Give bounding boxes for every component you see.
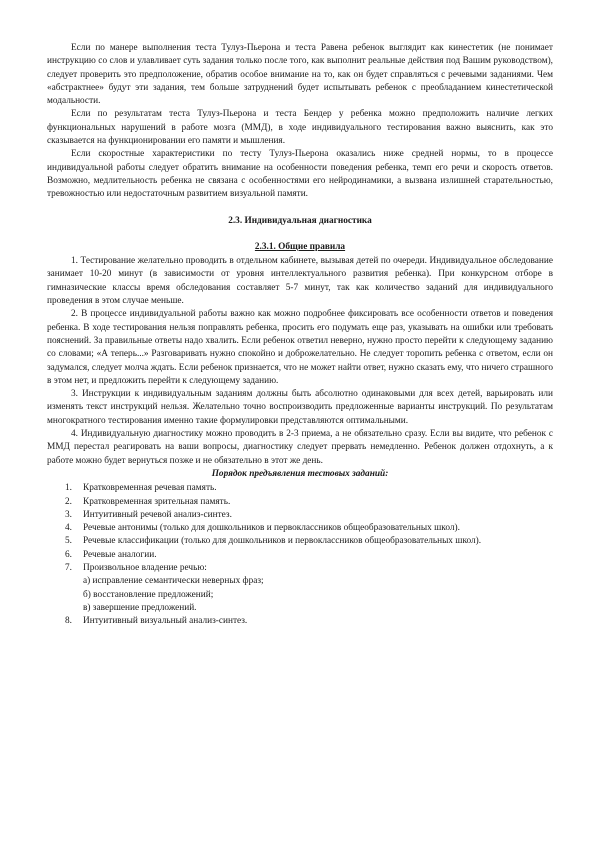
subitem-c: в) завершение предложений.	[83, 602, 197, 613]
rule-paragraph-2: 2. В процессе индивидуальной работы важно как можно подробнее фиксировать все особенности ответов и поведения ребенка. В ходе тестирования нельзя поправлять ребенка, просить его подумать еще раз, указывать на ошибки или требовать пояснений. За правильные ответы надо хвалить. Если ребенок ответил неверно, нужно просто перейти к следующему заданию со словами; «А теперь...» Разговаривать нужно спокойно и доброжелательно. Не следует торопить ребенка с ответом, если он задумался, следует молча ждать. Если ребенок признается, что не может найти ответ, нужно сказать ему, что ничего страшного в этом нет, и предложить перейти к следующему заданию.	[47, 309, 553, 386]
list-number: 4.	[65, 523, 72, 534]
rule-paragraph-1: 1. Тестирование желательно проводить в отдельном кабинете, вызывая детей по очереди. Индивидуальное обследование занимает 10-20 минут (в зависимости от уровня интеллектуального развития ребенка). При конкурсном отборе в гимназические классы время обследования составляет 5-7 минут, так как количество заданий для индивидуального проведения в этом случае меньше.	[47, 256, 553, 307]
subitem-a: а) исправление семантически неверных фраз;	[83, 576, 264, 587]
list-item	[47, 509, 553, 522]
list-number: 1.	[65, 483, 72, 494]
subitem-b: б) восстановление предложений;	[83, 589, 214, 600]
list-text: Кратковременная зрительная память.	[83, 496, 231, 507]
subsection-heading: 2.3.1. Общие правила	[254, 241, 346, 252]
list-text: Речевые антонимы (только для дошкольников и первоклассников общеобразовательных школ).	[83, 523, 460, 534]
paragraph-mmd: Если по результатам теста Тулуз-Пьерона и теста Бендер у ребенка можно предположить наличие легких функциональных нарушений в работе мозга (ММД), в ходе индивидуального тестирования важно выяснить, как это сказывается на функционировании его памяти и мышления.	[47, 109, 553, 147]
list-item	[47, 549, 553, 562]
paragraph-kinesthetic: Если по манере выполнения теста Тулуз-Пьерона и теста Равена ребенок выглядит как кинестетик (не понимает инструкцию со слов и улавливает суть задания только после того, как выполнит реальные действия под Вашим руководством), следует проверить это предположение, обратив особое внимание на то, как он будет справляться с речевыми заданиями. Чем «абстрактнее» будут эти задания, тем больше затруднений будет испытывать ребенок с преобладанием кинестетической модальности.	[47, 43, 553, 107]
rule-paragraph-3: 3. Инструкции к индивидуальным заданиям должны быть абсолютно одинаковыми для всех детей, варьировать или изменять текст инструкций нельзя. Желательно точно воспроизводить предложенные варианты инструкций. По результатам многократного тестирования именно такие формулировки представляются оптимальными.	[47, 389, 553, 426]
list-number: 2.	[65, 496, 72, 507]
list-number: 5.	[65, 536, 72, 547]
list-item	[47, 482, 553, 495]
list-text: Речевые классификации (только для дошкольников и первоклассников общеобразовательных школ).	[83, 536, 482, 547]
paragraph-speed: Если скоростные характеристики по тесту Тулуз-Пьерона оказались ниже средней нормы, то в процессе индивидуальной работы следует обратить внимание на особенности поведения ребенка, темп его речи и скорость ответов. Возможно, медлительность ребенка не связана с особенностями его нейродинамики, а вызвана излишней старательностью, тревожностью или недостаточным развитием визуальной памяти.	[47, 149, 553, 200]
order-caption: Порядок предъявления тестовых заданий:	[211, 468, 389, 479]
list-number: 6.	[65, 549, 72, 560]
list-item	[47, 496, 553, 509]
rule-paragraph-4: 4. Индивидуальную диагностику можно проводить в 2-3 приема, а не обязательно сразу. Если вы видите, что ребенок с ММД перестал реагировать на ваши вопросы, диагностику следует прервать немедленно. Ребенок должен отдохнуть, а к работе можно будет вернуться позже и не обязательно в этот же день.	[47, 429, 553, 466]
list-text: Речевые аналогии.	[83, 549, 157, 560]
list-text: Произвольное владение речью:	[83, 562, 207, 573]
list-item	[47, 522, 553, 535]
list-text: Интуитивный речевой анализ-синтез.	[83, 509, 232, 520]
task-list-continued	[47, 615, 553, 628]
list-item	[47, 615, 553, 628]
section-heading: 2.3. Индивидуальная диагностика	[228, 215, 372, 226]
list-item	[47, 535, 553, 548]
list-number: 3.	[65, 509, 72, 520]
list-text: Кратковременная речевая память.	[83, 483, 217, 494]
task-list	[47, 482, 553, 575]
list-item	[47, 562, 553, 575]
list-number: 8.	[65, 616, 72, 627]
list-text: Интуитивный визуальный анализ-синтез.	[83, 616, 248, 627]
list-number: 7.	[65, 562, 72, 573]
